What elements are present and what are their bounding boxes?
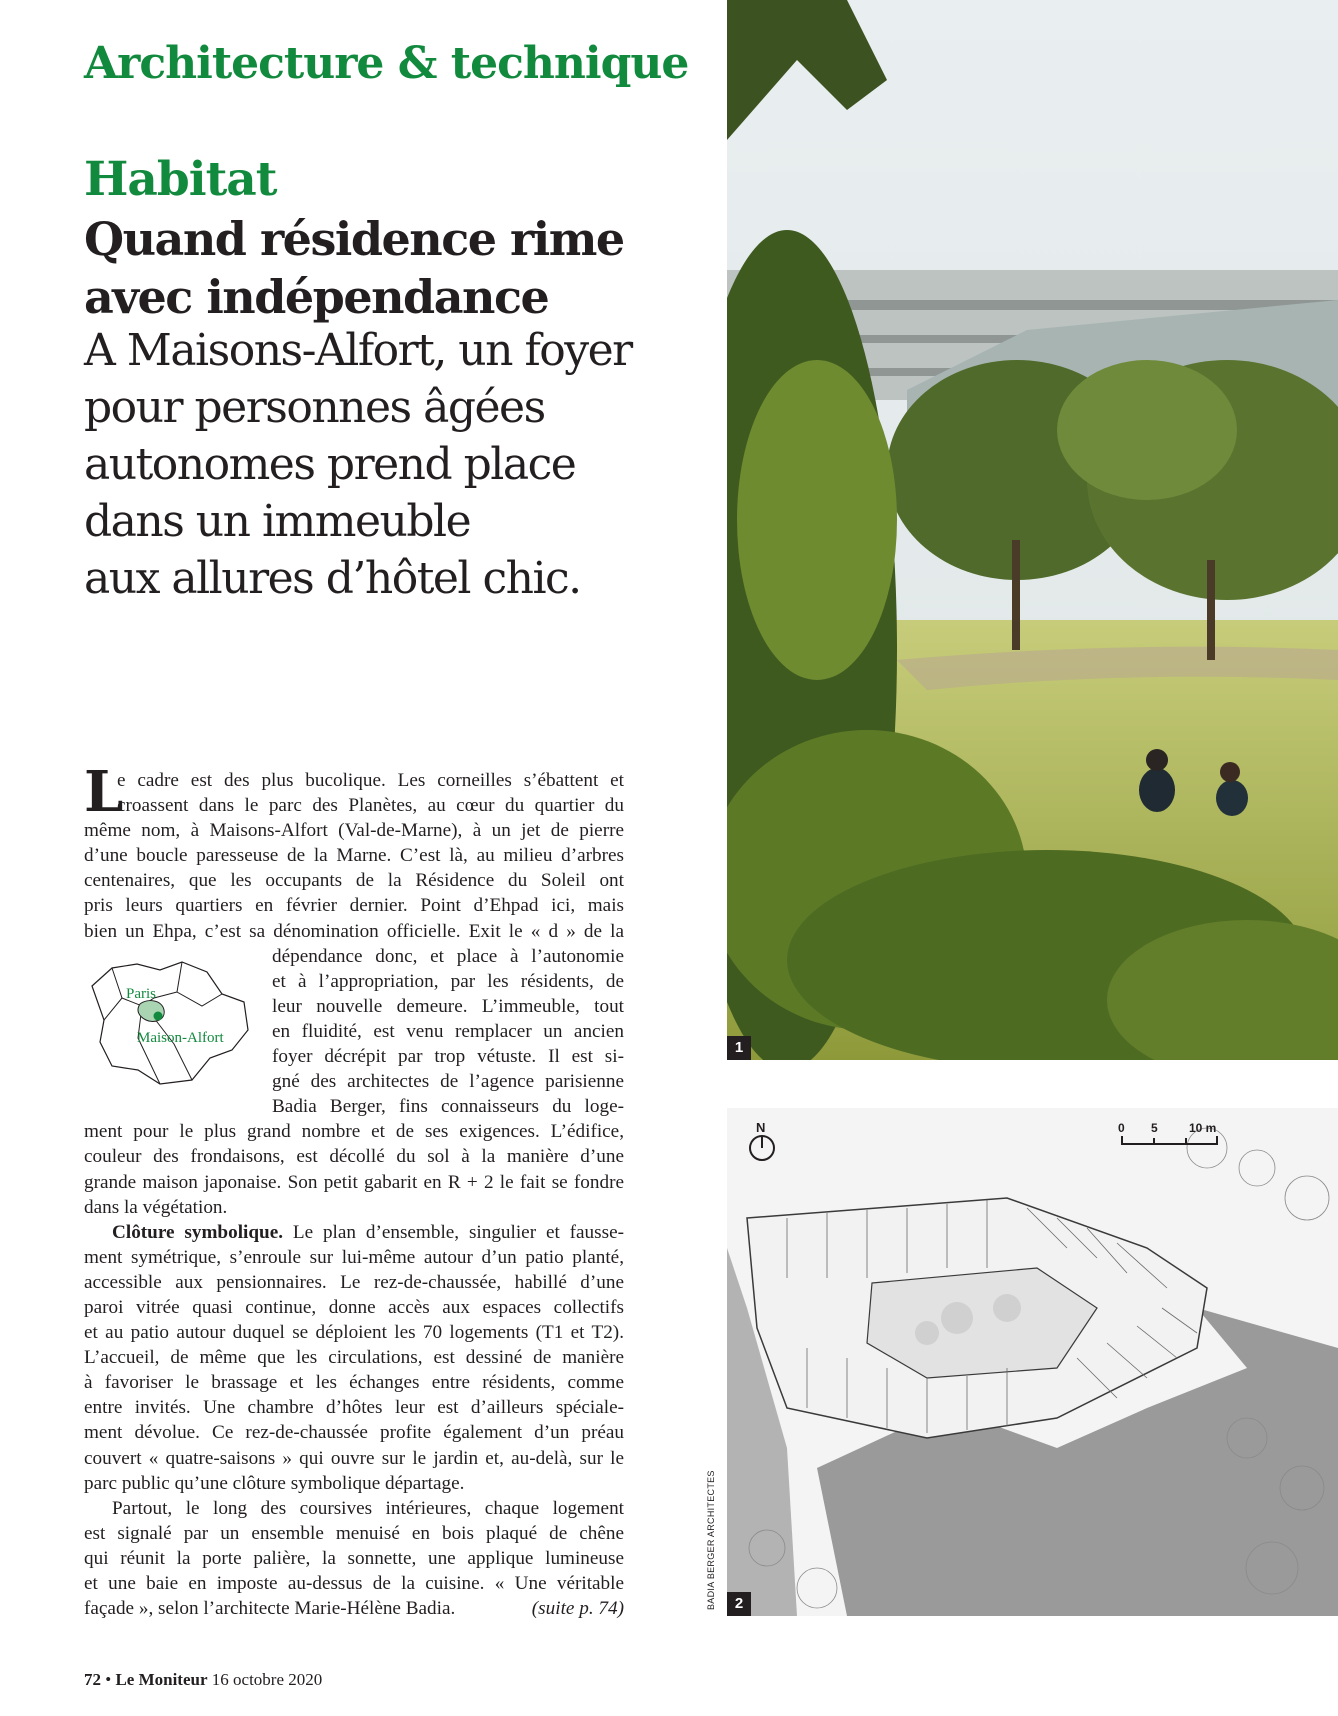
article-body xyxy=(84,759,624,1621)
standfirst-line: aux allures d’hôtel chic. xyxy=(84,553,581,604)
subhead: Clôture symbolique. xyxy=(112,1221,284,1243)
article-line: leur nouvelle demeure. L’immeuble, tout xyxy=(272,995,624,1017)
article-line: e cadre est des plus bucolique. Les corneilles s’ébattent et xyxy=(117,770,624,791)
drop-cap: L xyxy=(84,759,124,825)
north-label: N xyxy=(756,1120,766,1135)
map-label-town: Maison-Alfort xyxy=(137,1030,224,1046)
issue-date: 16 octobre 2020 xyxy=(211,1670,323,1689)
standfirst xyxy=(84,322,684,607)
article-line: couvert « quatre-saisons » qui ouvre sur le jardin et, au-delà, sur le xyxy=(84,1447,624,1469)
article-line: parc public qu’une clôture symbolique départage. xyxy=(84,1472,465,1494)
article-line: entre invités. Une chambre d’hôtes leur est d’ailleurs spéciale- xyxy=(84,1397,624,1419)
region-outline xyxy=(92,962,248,1084)
department-border xyxy=(154,1018,192,1080)
article-line: Badia Berger, fins connaisseurs du loge- xyxy=(272,1096,624,1118)
article-line: et à l’appropriation, par les résidents, de xyxy=(272,970,624,992)
photo-credit: BADIA BERGER ARCHITECTES xyxy=(706,1470,716,1610)
headline-line: Quand résidence rime xyxy=(84,212,624,266)
article-line: centenaires, que les occupants de la Résidence du Soleil ont xyxy=(84,870,624,892)
scale-label: 0 xyxy=(1118,1121,1125,1135)
article-line: L’accueil, de même que les circulations, est dessiné de manière xyxy=(84,1347,624,1369)
standfirst-line: dans un immeuble xyxy=(84,496,471,547)
article-line: pris leurs quartiers en février dernier. Point d’Ehpad ici, mais xyxy=(84,895,624,917)
article-line: dépendance donc, et place à l’autonomie xyxy=(272,945,624,967)
last-line: façade », selon l’architecte Marie-Hélène Badia. xyxy=(84,1598,456,1620)
scale-label: 5 xyxy=(1151,1121,1158,1135)
article-line: dans la végétation. xyxy=(84,1196,228,1218)
person xyxy=(1216,780,1248,816)
article-line xyxy=(84,1596,624,1621)
page-number: 72 xyxy=(84,1670,101,1689)
figure-number: 2 xyxy=(727,1592,751,1616)
article-line: couleur des frondaisons, est décollé du sol à la manière d’une xyxy=(84,1146,624,1168)
article-line: qui réunit la porte palière, la sonnette, une applique lumineuse xyxy=(84,1547,624,1569)
headline xyxy=(84,210,684,326)
article-line: ment dévolue. Ce rez-de-chaussée profite également d’un préau xyxy=(84,1422,624,1444)
plan-drawing xyxy=(727,1108,1338,1616)
article-line: Partout, le long des coursives intérieures, chaque logement xyxy=(112,1497,624,1519)
article-line: gné des architectes de l’agence parisienne xyxy=(272,1071,624,1093)
department-border xyxy=(104,968,122,1020)
photo-illustration xyxy=(727,0,1338,1060)
site-plan xyxy=(727,1108,1338,1616)
figure-number: 1 xyxy=(727,1036,751,1060)
article-line: ment symétrique, s’enroule sur lui-même autour d’un patio planté, xyxy=(84,1246,624,1268)
article-line: grande maison japonaise. Son petit gabarit en R + 2 le fait se fondre xyxy=(84,1171,624,1193)
article-line: est signalé par un ensemble menuisé en bois plaqué de chêne xyxy=(84,1522,624,1544)
article-line: à favoriser le brassage et les échanges entre résidents, comme xyxy=(84,1372,624,1394)
article-line: croassent dans le parc des Planètes, au cœur du quartier du xyxy=(117,795,624,817)
article-line: foyer décrépit par trop vétuste. Il est si- xyxy=(272,1046,624,1068)
continued-note: (suite p. 74) xyxy=(531,1598,624,1620)
headline-line: avec indépendance xyxy=(84,270,549,324)
publication-name: Le Moniteur xyxy=(115,1670,208,1689)
rubric: Habitat xyxy=(84,152,277,207)
article-line: même nom, à Maisons-Alfort (Val-de-Marne), à un jet de pierre xyxy=(84,820,624,842)
article-line: bien un Ehpa, c’est sa dénomination officielle. Exit le « d » de la xyxy=(84,920,624,942)
standfirst-line: autonomes prend place xyxy=(84,439,576,490)
article-line: en fluidité, est venu remplacer un ancien xyxy=(272,1020,624,1042)
article-line: ment pour le plus grand nombre et de ses exigences. L’édifice, xyxy=(84,1121,624,1143)
article-line: accessible aux pensionnaires. Le rez-de-chaussée, habillé d’une xyxy=(84,1271,624,1293)
standfirst-line: pour personnes âgées xyxy=(84,382,545,433)
article-line: et une baie en imposte au-dessus de la cuisine. « Une véritable xyxy=(84,1573,624,1594)
page-footer xyxy=(84,1670,322,1690)
locator-map xyxy=(82,958,252,1088)
footer-bullet: • xyxy=(105,1670,112,1689)
section-title: Architecture & technique xyxy=(84,38,689,89)
subhead-continuation: Le plan d’ensemble, singulier et fausse- xyxy=(283,1221,624,1243)
photo-park xyxy=(727,0,1338,1060)
article-line: paroi vitrée quasi continue, donne accès aux espaces collectifs xyxy=(84,1296,624,1318)
location-dot xyxy=(154,1012,163,1021)
map-label-paris: Paris xyxy=(126,986,156,1002)
article-line xyxy=(84,1220,624,1245)
article-line: d’une boucle paresseuse de la Marne. C’est là, au milieu d’arbres xyxy=(84,845,624,867)
standfirst-line: A Maisons-Alfort, un foyer xyxy=(84,325,632,376)
article-line: et au patio autour duquel se déploient les 70 logements (T1 et T2). xyxy=(84,1322,624,1344)
person xyxy=(1139,768,1175,812)
scale-label: 10 m xyxy=(1189,1121,1217,1135)
